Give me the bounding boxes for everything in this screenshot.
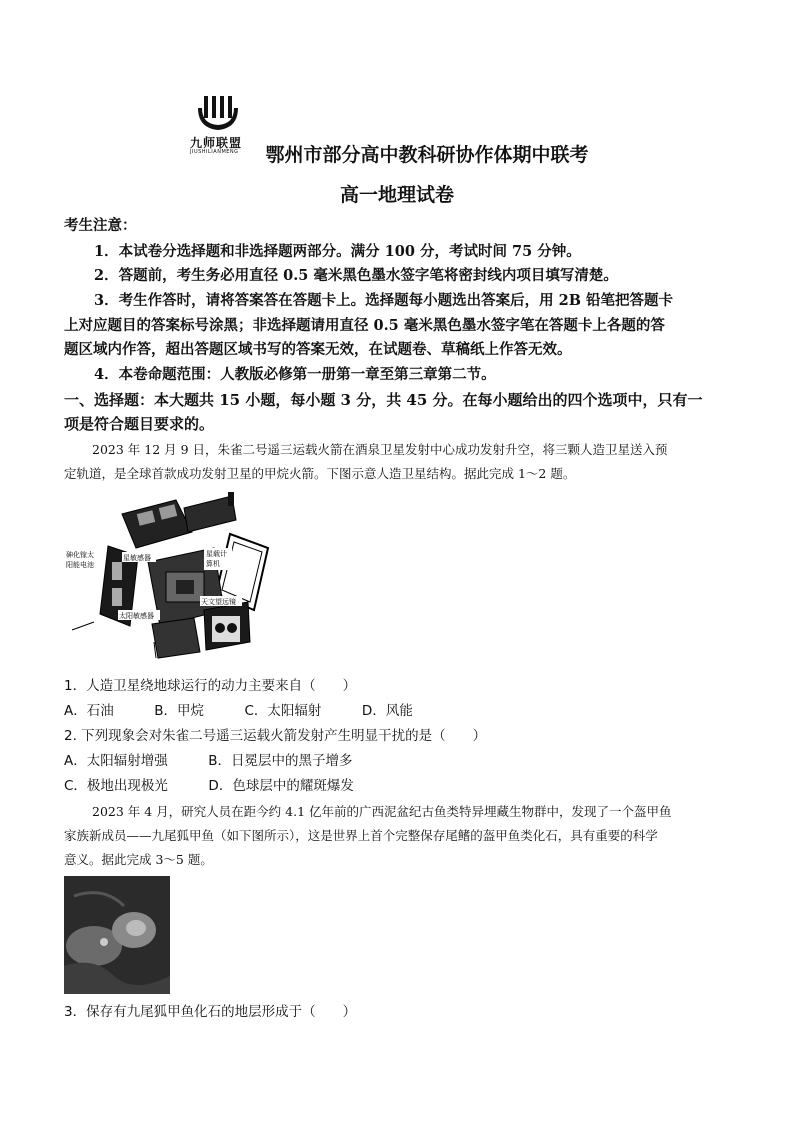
question-2-options-ab: A．太阳辐射增强 B．日冕层中的黑子增多 [64,753,353,769]
label-star-sensor: 星敏感器 [123,554,151,562]
label-gaas-solar-1: 砷化镓太 [66,551,94,559]
passage-2-line-2: 家族新成员——九尾狐甲鱼（如下图所示），这是世界上首个完整保存尾鳍的盔甲鱼类化石，具有重要的科学 [64,828,658,843]
notice-item-3: 3．考生作答时，请将答案答在答题卡上。选择题每小题选出答案后，用 2B 铅笔把答题卡 [94,292,674,309]
question-1-stem: 1．人造卫星绕地球运行的动力主要来自（ ） [64,678,357,694]
satellite-figure [64,492,276,660]
page-title: 鄂州市部分高中教科研协作体期中联考 [265,144,589,166]
notice-item-4: 4．本卷命题范围：人教版必修第一册第一章至第三章第二节。 [94,366,496,383]
notice-item-3-cont: 上对应题目的答案标号涂黑；非选择题请用直径 0.5 毫米黑色墨水签字笔在答题卡上各题的答 [64,317,665,334]
question-2-stem: 2. 下列现象会对朱雀二号遥三运载火箭发射产生明显干扰的是（ ） [64,728,487,744]
label-sun-sensor: 太阳敏感器 [119,612,154,620]
logo-text: 九师联盟 [190,136,243,150]
question-2-options-cd: C．极地出现极光 D．色球层中的耀斑爆发 [64,778,354,794]
passage-2-line-1: 2023 年 4 月，研究人员在距今约 4.1 亿年前的广西泥盆纪古鱼类特异埋藏生物群中，发现了一个盔甲鱼 [92,804,672,819]
question-3-stem: 3．保存有九尾狐甲鱼化石的地层形成于（ ） [64,1004,357,1020]
label-gaas-solar-2: 阳能电池 [66,561,94,569]
label-onboard-computer-1: 星载计 [206,550,227,558]
label-telescope: 天文望远镜 [201,598,236,606]
passage-2-line-3: 意义。据此完成 3～5 题。 [64,852,213,867]
book-fork-icon [190,94,260,134]
label-onboard-computer-2: 算机 [206,560,220,568]
question-1-options: A．石油 B．甲烷 C．太阳辐射 D．风能 [64,703,413,719]
notice-heading: 考生注意： [64,217,137,234]
notice-item-3-cont2: 题区域内作答，超出答题区域书写的答案无效，在试题卷、草稿纸上作答无效。 [64,341,572,358]
passage-1-line-1: 2023 年 12 月 9 日，朱雀二号遥三运载火箭在酒泉卫星发射中心成功发射升空，将三颗人造卫星送入预 [92,442,668,457]
section-heading-cont: 项是符合题目要求的。 [64,415,215,433]
page-subtitle: 高一地理试卷 [339,184,454,206]
section-heading: 一、选择题：本大题共 15 小题，每小题 3 分，共 45 分。在每小题给出的四个选项中，只有一 [64,391,703,409]
logo-sub: JIUSHILIANMENG [190,149,239,155]
fossil-photo [64,876,170,994]
passage-1-line-2: 定轨道，是全球首款成功发射卫星的甲烷火箭。下图示意人造卫星结构。据此完成 1～2 题。 [64,466,576,481]
notice-item-1: 1．本试卷分选择题和非选择题两部分。满分 100 分，考试时间 75 分钟。 [94,243,581,260]
notice-item-2: 2．答题前，考生务必用直径 0.5 毫米黑色墨水签字笔将密封线内项目填写清楚。 [94,267,618,284]
